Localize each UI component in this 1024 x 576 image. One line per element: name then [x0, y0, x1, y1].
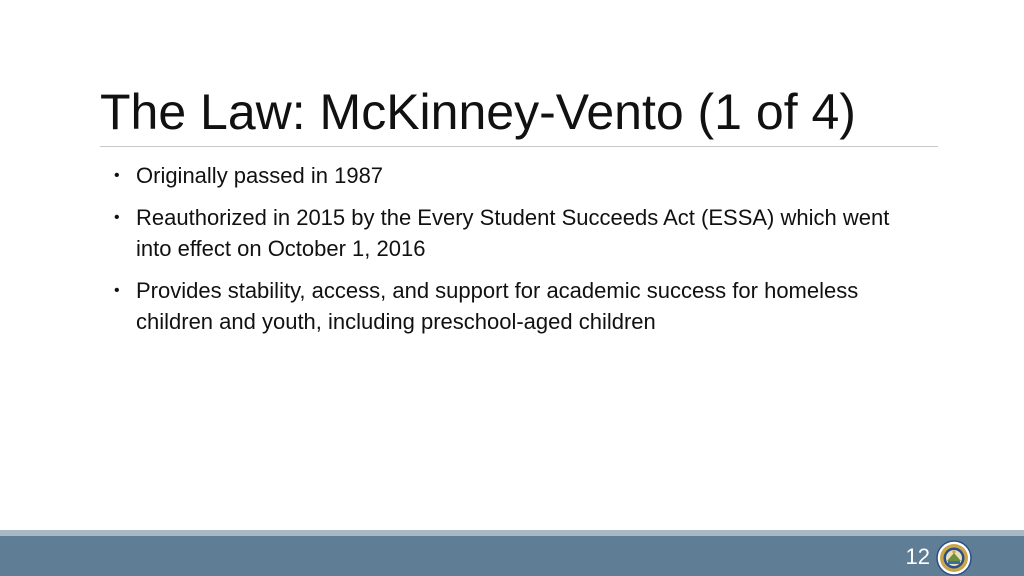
footer-bar [0, 536, 1024, 576]
bullet-list [112, 160, 902, 348]
bullet-item [112, 275, 902, 337]
government-seal-icon [936, 540, 972, 576]
bullet-text: Reauthorized in 2015 by the Every Student Succeeds Act (ESSA) which went into effect on October 1, 2016 [136, 205, 890, 261]
bullet-item [112, 160, 902, 191]
bullet-dot: • [114, 282, 120, 299]
bullet-text: Provides stability, access, and support for academic success for homeless children and youth, including preschool-aged children [136, 278, 859, 334]
bullet-dot: • [114, 167, 120, 184]
page-number: 12 [905, 544, 930, 569]
slide-title: The Law: McKinney-Vento (1 of 4) [100, 84, 856, 140]
bullet-dot: • [114, 209, 120, 226]
bullet-text: Originally passed in 1987 [136, 163, 384, 188]
title-divider [100, 146, 938, 147]
bullet-item [112, 202, 902, 264]
